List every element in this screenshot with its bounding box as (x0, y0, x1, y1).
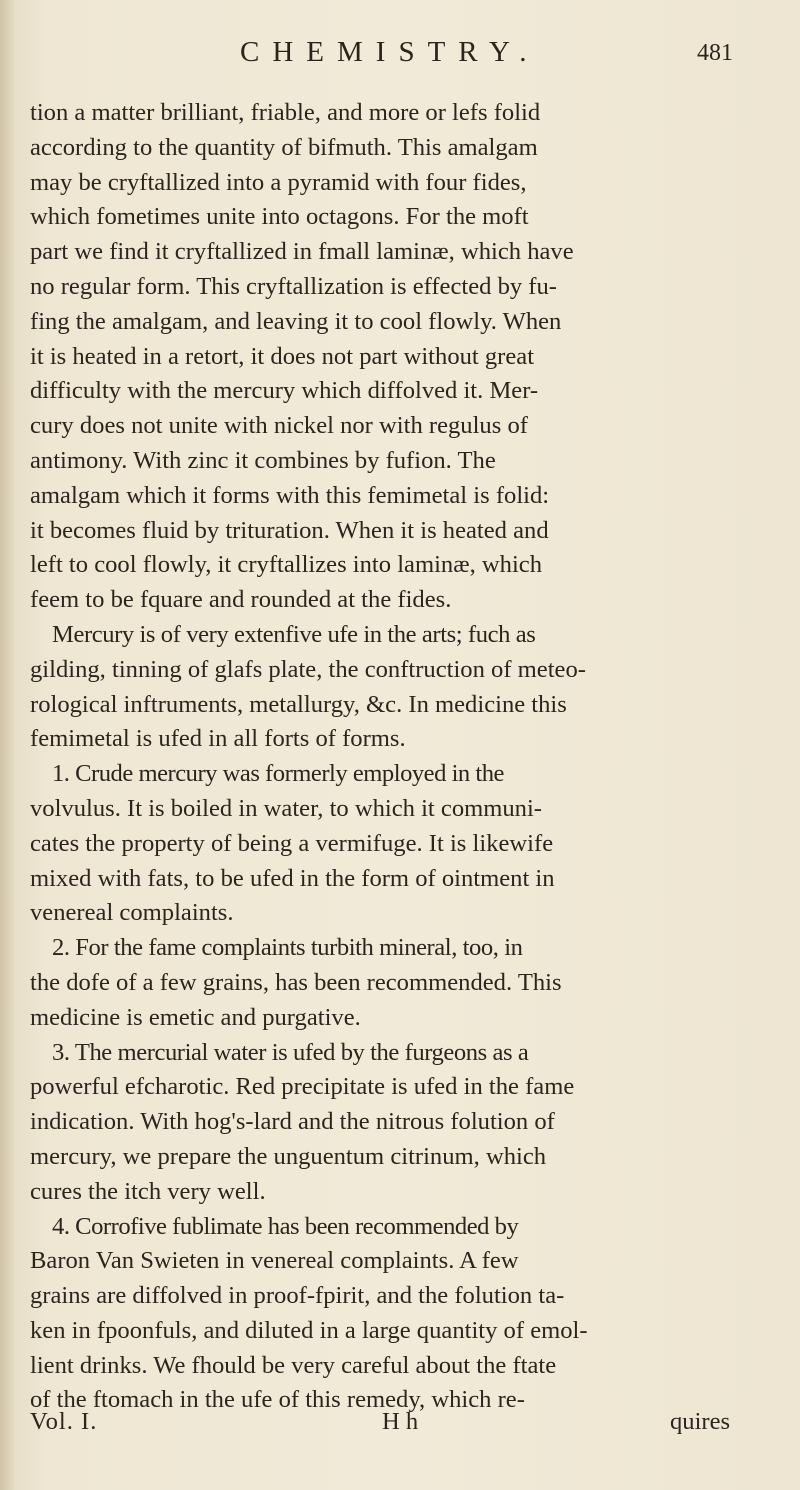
text-line: difficulty with the mercury which diffolved it. Mer- (30, 377, 539, 405)
text-line: femimetal is ufed in all forts of forms. (30, 725, 406, 753)
page-footer (0, 1408, 800, 1442)
text-line: it becomes fluid by trituration. When it is heated and (30, 516, 549, 544)
text-line: amalgam which it forms with this femimetal is folid: (30, 481, 550, 509)
text-line: it is heated in a retort, it does not part without great (30, 342, 535, 370)
body-text (30, 96, 772, 1418)
text-line: fing the amalgam, and leaving it to cool flowly. When (30, 307, 562, 335)
text-line: mixed with fats, to be ufed in the form of ointment in (30, 864, 555, 892)
text-line: 1. Crude mercury was formerly employed in the (52, 760, 504, 788)
text-line: part we find it cryftallized in fmall laminæ, which have (30, 238, 574, 266)
page-number: 481 (697, 40, 733, 66)
text-line: powerful efcharotic. Red precipitate is ufed in the fame (30, 1073, 575, 1101)
text-line: lient drinks. We fhould be very careful about the ftate (30, 1351, 557, 1379)
text-line: antimony. With zinc it combines by fufion. The (30, 446, 496, 474)
text-line: rological inftruments, metallurgy, &c. In medicine this (30, 690, 567, 718)
text-line: tion a matter brilliant, friable, and more or lefs folid (30, 99, 541, 126)
signature-mark: H h (382, 1408, 419, 1435)
text-line: medicine is emetic and purgative. (30, 1003, 361, 1031)
text-line: Baron Van Swieten in venereal complaints. A few (30, 1247, 519, 1275)
text-line: 4. Corrofive fublimate has been recommended by (52, 1212, 519, 1240)
text-line: 2. For the fame complaints turbith mineral, too, in (52, 934, 523, 962)
text-line: may be cryftallized into a pyramid with four fides, (30, 168, 527, 196)
text-line: cates the property of being a vermifuge. It is likewife (30, 829, 554, 857)
text-line: ken in fpoonfuls, and diluted in a large quantity of emol- (30, 1316, 588, 1344)
volume-label: Vol. I. (30, 1408, 98, 1435)
text-line: 3. The mercurial water is ufed by the furgeons as a (52, 1038, 529, 1066)
catchword: quires (670, 1408, 731, 1435)
text-line: the dofe of a few grains, has been recommended. This (30, 968, 562, 996)
text-line: which fometimes unite into octagons. For the moft (30, 203, 529, 231)
page-header (0, 36, 800, 76)
text-line: left to cool flowly, it cryftallizes into laminæ, which (30, 551, 543, 579)
text-line: according to the quantity of bifmuth. This amalgam (30, 133, 538, 161)
running-head: CHEMISTRY. (240, 36, 540, 68)
text-line: indication. With hog's-lard and the nitrous folution of (30, 1108, 555, 1136)
text-line: gilding, tinning of glafs plate, the conftruction of meteo- (30, 655, 586, 683)
text-line: of the ftomach in the ufe of this remedy, which re- (30, 1386, 525, 1414)
text-line: no regular form. This cryftallization is effected by fu- (30, 272, 557, 300)
text-line: feem to be fquare and rounded at the fides. (30, 586, 452, 614)
text-line: Mercury is of very extenfive ufe in the arts; fuch as (52, 620, 536, 648)
text-line: mercury, we prepare the unguentum citrinum, which (30, 1142, 547, 1170)
text-line: cures the itch very well. (30, 1177, 266, 1205)
page-gutter-shadow (0, 0, 14, 1490)
text-line: cury does not unite with nickel nor with regulus of (30, 412, 528, 440)
text-line: grains are diffolved in proof-fpirit, and the folution ta- (30, 1282, 565, 1310)
text-line: venereal complaints. (30, 899, 234, 927)
text-line: volvulus. It is boiled in water, to which it communi- (30, 794, 543, 822)
